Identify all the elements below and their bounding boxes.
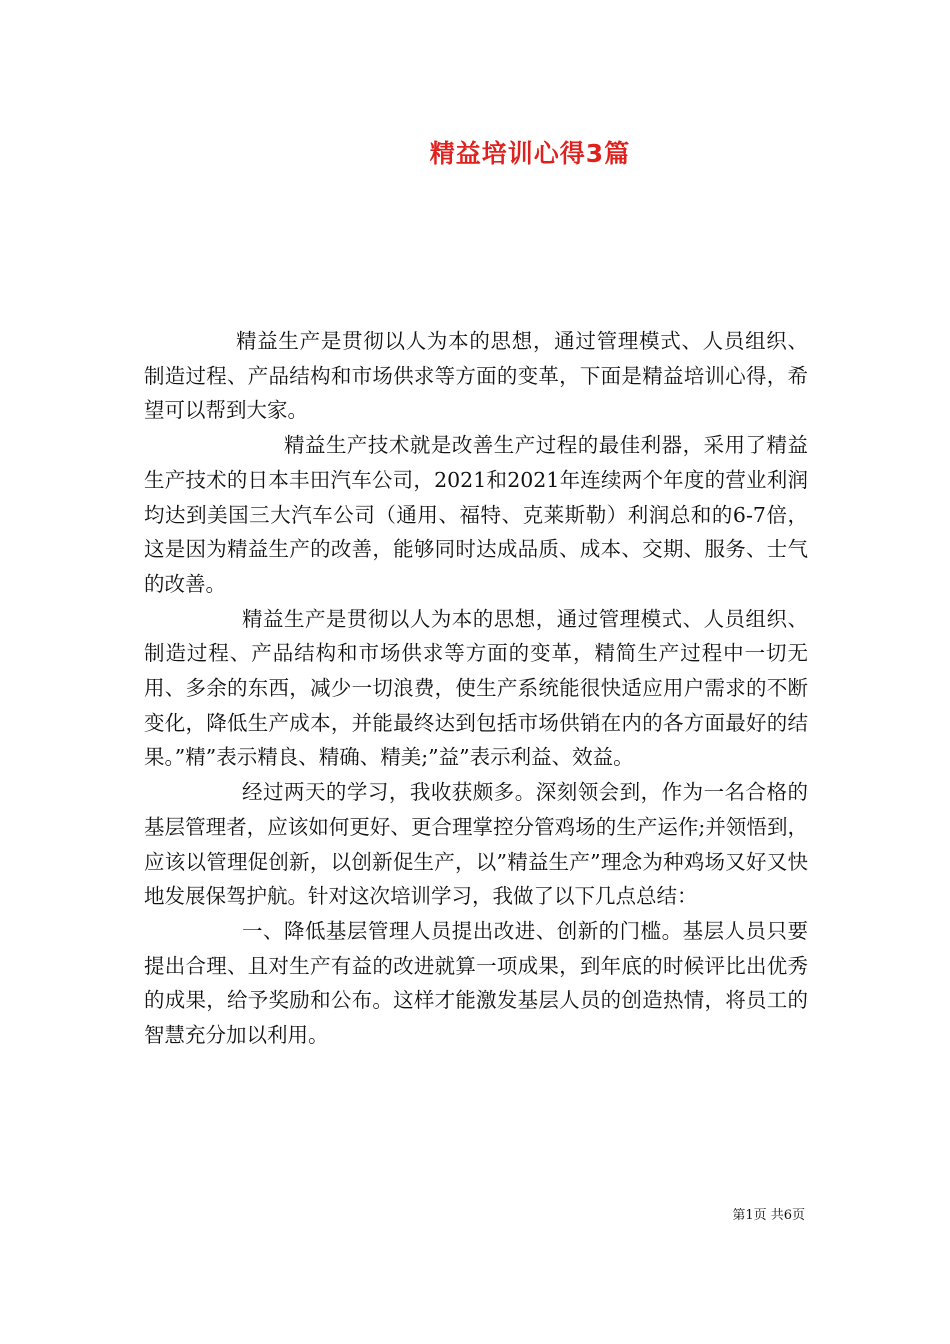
paragraph-lean-definition: 精益生产是贯彻以人为本的思想，通过管理模式、人员组织、制造过程、产品结构和市场供求等方面的变革，精简生产过程中一切无用、多余的东西，减少一切浪费，使生产系统能很快适应用户需求的不断变化，降低生产成本，并能最终达到包括市场供销在内的各方面最好的结果。”精”表示精良、精确、精美;”益”表示利益、效益。: [144, 606, 808, 770]
paragraph-toyota: 精益生产技术就是改善生产过程的最佳利器，采用了精益生产技术的日本丰田汽车公司，2021和2021年连续两个年度的营业利润均达到美国三大汽车公司（通用、福特、克莱斯勒）利润总和的6-7倍，这是因为精益生产的改善，能够同时达成品质、成本、交期、服务、士气的改善。: [144, 433, 808, 596]
paragraph-intro: 精益生产是贯彻以人为本的思想，通过管理模式、人员组织、制造过程、产品结构和市场供求等方面的变革，下面是精益培训心得，希望可以帮到大家。: [144, 329, 808, 423]
paragraph-study-reflection: 经过两天的学习，我收获颇多。深刻领会到，作为一名合格的基层管理者，应该如何更好、更合理掌控分管鸡场的生产运作;并领悟到，应该以管理促创新，以创新促生产，以”精益生产”理念为种鸡场又好又快地发展保驾护航。针对这次培训学习，我做了以下几点总结：: [144, 780, 808, 909]
document-title: 精益培训心得3篇: [429, 139, 631, 168]
paragraph-point-one: 一、降低基层管理人员提出改进、创新的门槛。基层人员只要提出合理、且对生产有益的改进就算一项成果，到年底的时候评比出优秀的成果，给予奖励和公布。这样才能激发基层人员的创造热情，将员工的智慧充分加以利用。: [144, 918, 808, 1048]
page-number: 第1页 共6页: [732, 1208, 805, 1223]
document-body: [144, 324, 808, 1053]
